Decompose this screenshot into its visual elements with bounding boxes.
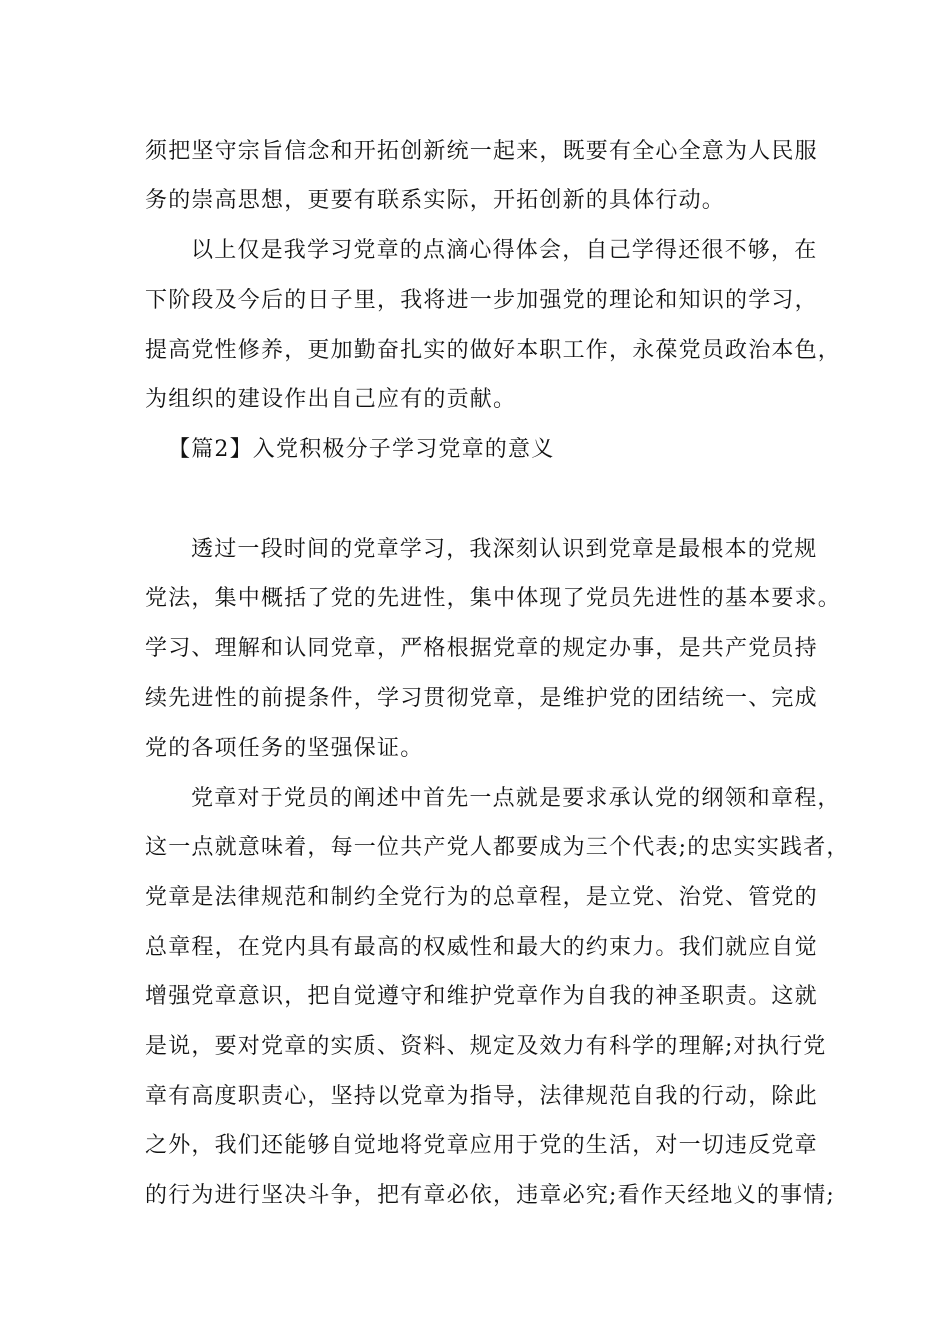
paragraph-3-line-3: 学习、理解和认同党章，严格根据党章的规定办事，是共产党员持 xyxy=(145,636,818,661)
paragraph-3-line-4: 续先进性的前提条件，学习贯彻党章，是维护党的团结统一、完成 xyxy=(145,686,818,711)
paragraph-4-line-2: 这一点就意味着，每一位共产党人都要成为三个代表;的忠实实践者， xyxy=(145,835,850,860)
paragraph-4-line-8: 之外，我们还能够自觉地将党章应用于党的生活，对一切违反党章 xyxy=(145,1133,818,1158)
paragraph-1-line-2: 务的崇高思想，更要有联系实际，开拓创新的具体行动。 xyxy=(145,188,726,213)
paragraph-4-line-3: 党章是法律规范和制约全党行为的总章程，是立党、治党、管党的 xyxy=(145,885,818,910)
paragraph-4-line-4: 总章程，在党内具有最高的权威性和最大的约束力。我们就应自觉 xyxy=(145,935,818,960)
paragraph-4-line-5: 增强党章意识，把自觉遵守和维护党章作为自我的神圣职责。这就 xyxy=(145,984,818,1009)
paragraph-2-line-1: 以上仅是我学习党章的点滴心得体会，自己学得还很不够，在 xyxy=(191,238,818,263)
paragraph-4-line-1: 党章对于党员的阐述中首先一点就是要求承认党的纲领和章程， xyxy=(191,786,841,811)
paragraph-4-line-9: 的行为进行坚决斗争，把有章必依，违章必究;看作天经地义的事情; xyxy=(145,1183,836,1208)
section-heading: 【篇2】入党积极分子学习党章的意义 xyxy=(168,437,555,462)
paragraph-4-line-7: 章有高度职责心，坚持以党章为指导，法律规范自我的行动，除此 xyxy=(145,1084,818,1109)
paragraph-4-line-6: 是说，要对党章的实质、资料、规定及效力有科学的理解;对执行党 xyxy=(145,1034,827,1059)
paragraph-3-line-2: 党法，集中概括了党的先进性，集中体现了党员先进性的基本要求。 xyxy=(145,586,842,611)
paragraph-2-line-2: 下阶段及今后的日子里，我将进一步加强党的理论和知识的学习， xyxy=(145,288,818,313)
paragraph-2-line-3: 提高党性修养，更加勤奋扎实的做好本职工作，永葆党员政治本色， xyxy=(145,338,842,363)
paragraph-3-line-5: 党的各项任务的坚强保证。 xyxy=(145,736,424,761)
paragraph-2-line-4: 为组织的建设作出自己应有的贡献。 xyxy=(145,387,517,412)
paragraph-1-line-1: 须把坚守宗旨信念和开拓创新统一起来，既要有全心全意为人民服 xyxy=(145,139,818,164)
paragraph-3-line-1: 透过一段时间的党章学习，我深刻认识到党章是最根本的党规 xyxy=(191,537,818,562)
